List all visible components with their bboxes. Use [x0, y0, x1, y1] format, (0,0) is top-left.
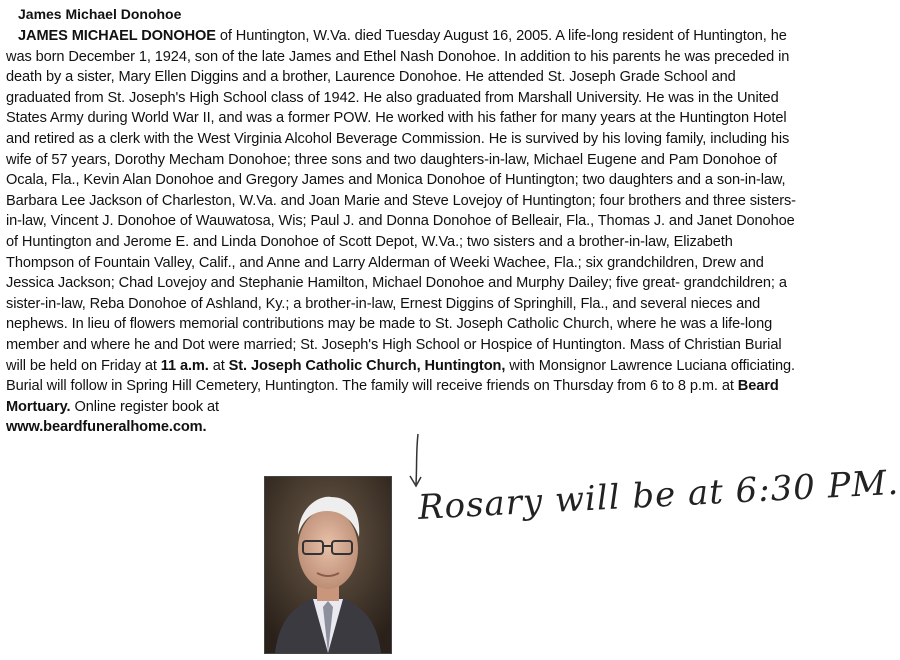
handwritten-arrow-icon — [404, 432, 428, 492]
obituary-text-part1: of Huntington, W.Va. died Tuesday August 16, 2005. A life-long resident of Huntington, he was born December 1, 1924, son of the late James and Ethel Nash Donohoe. In addition to his parents he was preceded in death by a sister, Mary Ellen Diggins and a brother, Laurence Donohoe. He attended St. Joseph Grade School and graduated from St. Joseph's High School class of 1942. He also graduated from Marshall University. He was in the United States Army during World War II, and was a former POW. He worked with his father for many years at the Huntington Hotel and retired as a clerk with the West Virginia Alcohol Beverage Commission. He is survived by his loving family, including his wife of 57 years, Dorothy Mecham Donohoe; three sons and two daughters-in-law, Michael Eugene and Pam Donohoe of Ocala, Fla., Kevin Alan Donohoe and Gregory James and Monica Donohoe of Huntington; two daughters and a son-in-law, Barbara Lee Jackson of Charleston, W.Va. and Joan Marie and Steve Lovejoy of Huntington; four brothers and three sisters-in-law, Vincent J. Donohoe of Wauwatosa, Wis; Paul J. and Donna Donohoe of Belleair, Fla., Thomas J. and Janet Donohoe of Huntington and Jerome E. and Linda Donohoe of Scott Depot, W.Va.; two sisters and a brother-in-law, Elizabeth Thompson of Fountain Valley, Calif., and Anne and Larry Alderman of Weeki Wachee, Fla.; six grandchildren, Drew and Jessica Jackson; Chad Lovejoy and Stephanie Hamilton, Michael Donohoe and Murphy Dailey; five great- grandchildren; a sister-in-law, Reba Donohoe of Ashland, Ky.; a brother-in-law, Ernest Diggins of Springhill, Fla., and several nieces and nephews. In lieu of flowers memorial contributions may be made to St. Joseph Catholic Church, where he was a life-long member and where he and Dot were married; St. Joseph's High School or Hospice of Huntington. Mass of Christian Burial will be held on Friday at — [6, 28, 796, 374]
obituary-text — [6, 26, 796, 438]
obituary-text-part4: Online register book at — [70, 398, 219, 415]
handwritten-rosary-note: Rosary will be at 6:30 PM. — [416, 462, 900, 528]
funeral-home-website: www.beardfuneralhome.com. — [6, 419, 207, 436]
portrait-photo — [264, 476, 392, 654]
portrait-image — [265, 477, 391, 653]
mortuary-name: Beard Mortuary. — [6, 378, 779, 415]
church-name: St. Joseph Catholic Church, Huntington, — [228, 357, 506, 374]
obituary-text-part3: with Monsignor Lawrence Luciana officiating. Burial will follow in Spring Hill Cemetery, Huntington. The family will receive friends on Thursday from 6 to 8 p.m. at — [6, 357, 795, 395]
obituary-heading: James Michael Donohoe — [18, 6, 182, 22]
obituary-name-lead: JAMES MICHAEL DONOHOE — [18, 28, 216, 44]
service-time: 11 a.m. — [160, 357, 209, 374]
obituary-text-part2: at — [208, 357, 229, 374]
